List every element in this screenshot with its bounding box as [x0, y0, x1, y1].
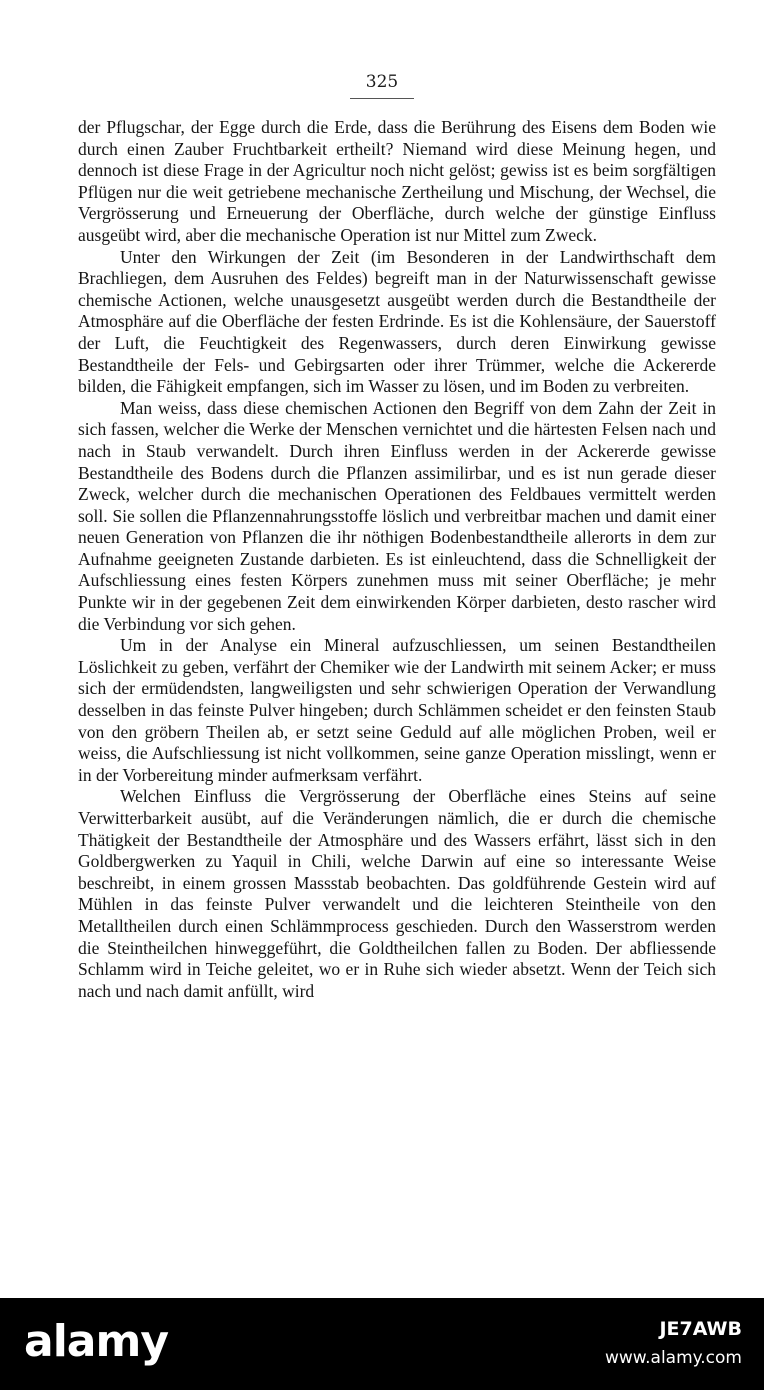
stock-footer-bar — [0, 1298, 764, 1390]
page-number-rule — [350, 98, 414, 99]
paragraph-zahn-der-zeit: Man weiss, dass diese chemischen Actionen den Begriff von dem Zahn der Zeit in sich fassen, welcher die Werke der Menschen vernichtet und die härtesten Felsen nach und nach in Staub verwandelt. Durch ihren Einfluss werden in der Ackererde gewisse Bestandtheile des Bodens durch die Pflanzen assimilirbar, und es ist nun gerade dieser Zweck, welcher durch die mechanischen Operationen des Feldbaues vermittelt werden soll. Sie sollen die Pflanzennahrungsstoffe löslich und verbreitbar machen und damit einer neuen Generation von Pflanzen die ihr nöthigen Bodenbestandtheile allerorts in dem zur Aufnahme geeigneten Zustande darbieten. Es ist einleuchtend, dass die Schnelligkeit der Aufschliessung eines festen Körpers zunehmen muss mit seiner Oberfläche; je mehr Punkte wir in der gegebenen Zeit dem einwirkenden Körper darbieten, desto rascher wird die Verbindung vor sich gehen. — [78, 397, 716, 634]
image-code: JE7AWB — [659, 1318, 742, 1340]
page-number: 325 — [365, 72, 399, 92]
alamy-logo: alamy — [24, 1316, 168, 1367]
paragraph-zeit: Unter den Wirkungen der Zeit (im Besonderen in der Landwirthschaft dem Brachliegen, dem Ausruhen des Feldes) begreift man in der Naturwissenschaft gewisse chemische Actionen, welche unausgesetzt ausgeübt werden durch die Bestandtheile der Atmosphäre auf die Oberfläche der festen Erdrinde. Es ist die Kohlensäure, der Sauerstoff der Luft, die Feuchtigkeit des Regenwassers, durch deren Einwirkung gewisse Bestandtheile der Fels- und Gebirgsarten oder ihrer Trümmer, welche die Ackererde bilden, die Fähigkeit empfangen, sich im Wasser zu lösen, und im Boden zu verbreiten. — [78, 246, 716, 397]
paragraph-analyse: Um in der Analyse ein Mineral aufzuschliessen, um seinen Bestandtheilen Löslichkeit zu geben, verfährt der Chemiker wie der Landwirth mit seinem Acker; er muss sich der ermüdendsten, langweiligsten und sehr schwierigen Operation der Verwandlung desselben in das feinste Pulver hingeben; durch Schlämmen scheidet er den feinsten Staub von den gröbern Theilen ab, er setzt seine Geduld auf alle möglichen Proben, weil er weiss, die Aufschliessung ist nicht vollkommen, seine ganze Operation misslingt, wenn er in der Vorbereitung minder aufmerksam verfährt. — [78, 635, 716, 785]
footer-url: www.alamy.com — [604, 1348, 742, 1368]
paragraph-continued: der Pflugschar, der Egge durch die Erde, dass die Berührung des Eisens dem Boden wie durch einen Zauber Fruchtbarkeit ertheilt? Niemand wird diese Meinung hegen, und dennoch ist diese Frage in der Agricultur noch nicht gelöst; gewiss ist es beim sorgfältigen Pflügen nur die weit getriebene mechanische Zertheilung und Mischung, der Wechsel, die Vergrösserung und Erneuerung der Oberfläche, durch welche der günstige Einfluss ausgeübt wird, aber die mechanische Operation ist nur Mittel zum Zweck. — [78, 117, 716, 245]
paragraph-yaquil: Welchen Einfluss die Vergrösserung der Oberfläche eines Steins auf seine Verwitterbarkeit ausübt, auf die Veränderungen nämlich, die er durch die chemische Thätigkeit der Bestandtheile der Atmosphäre und des Wassers erfährt, lässt sich in den Goldbergwerken zu Yaquil in Chili, welche Darwin auf eine so interessante Weise beschreibt, in einem grossen Massstab beobachten. Das goldführende Gestein wird auf Mühlen in das feinste Pulver verwandelt und die leichteren Steintheile von den Metalltheilen durch einen Schlämmprocess geschieden. Durch den Wasserstrom werden die Steintheilchen hinweggeführt, die Goldtheilchen fallen zu Boden. Der abfliessende Schlamm wird in Teiche geleitet, wo er in Ruhe sich wieder absetzt. Wenn der Teich sich nach und nach damit anfüllt, wird — [78, 786, 716, 1001]
body-text — [78, 117, 716, 1002]
